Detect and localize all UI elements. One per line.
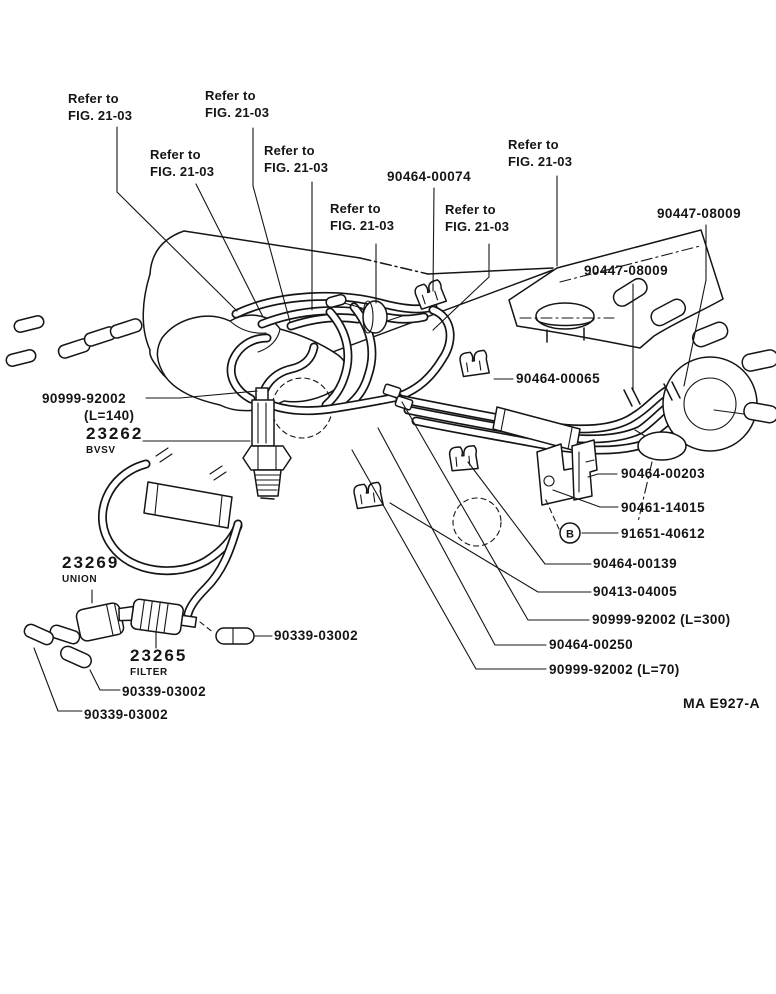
label-23269: 23269 [62, 553, 120, 572]
label-90464-00139: 90464-00139 [593, 556, 677, 571]
label-23262: 23262 [86, 424, 144, 443]
label-bvsv: BVSV [86, 445, 116, 456]
label-23265: 23265 [130, 646, 188, 665]
label-90464-00203: 90464-00203 [621, 466, 705, 481]
label-refer-fig-1: Refer to FIG. 21-03 [68, 91, 133, 123]
label-90339-03002-a: 90339-03002 [274, 628, 358, 643]
label-filter: FILTER [130, 667, 168, 678]
label-90339-03002-b: 90339-03002 [122, 684, 206, 699]
label-refer-fig-2: Refer to FIG. 21-03 [205, 88, 270, 120]
label-90339-03002-c: 90339-03002 [84, 707, 168, 722]
label-90464-00074: 90464-00074 [387, 169, 471, 184]
bracket-90461-14015 [537, 444, 577, 505]
clamp-90464-00065 [459, 350, 489, 377]
marker-b-circle [560, 523, 580, 543]
label-length-140: (L=140) [84, 408, 135, 423]
label-90999-92002-300: 90999-92002 (L=300) [592, 612, 731, 627]
label-90447-08009-a: 90447-08009 [657, 206, 741, 221]
label-90464-00250: 90464-00250 [549, 637, 633, 652]
label-90999-92002-70: 90999-92002 (L=70) [549, 662, 680, 677]
figure-code: MA E927-A [683, 695, 761, 711]
union-23269 [49, 602, 125, 646]
dashed-link [200, 622, 214, 633]
union-90339 [216, 628, 254, 644]
hose-bracket-box [144, 482, 232, 528]
valve-cover [509, 230, 723, 348]
cap-90339-a [22, 622, 55, 646]
label-90464-00065: 90464-00065 [516, 371, 600, 386]
cap-90339-b [59, 644, 94, 670]
clip-90464-00203 [572, 440, 597, 500]
label-refer-fig-5: Refer to FIG. 21-03 [508, 137, 573, 169]
label-90447-08009-b: 90447-08009 [584, 263, 668, 278]
label-90413-04005: 90413-04005 [593, 584, 677, 599]
label-91651-40612: 91651-40612 [621, 526, 705, 541]
manifold-runner [57, 317, 143, 359]
filter-23265 [116, 597, 197, 638]
marker-b-letter: B [566, 528, 574, 541]
hose-break-marks [156, 448, 226, 480]
label-90999-92002-140: 90999-92002 [42, 391, 126, 406]
label-refer-fig-4: Refer to FIG. 21-03 [264, 143, 329, 175]
label-refer-fig-6: Refer to FIG. 21-03 [330, 201, 395, 233]
label-90461-14015: 90461-14015 [621, 500, 705, 515]
clamp-90464-00139 [449, 446, 478, 471]
label-refer-fig-3: Refer to FIG. 21-03 [150, 147, 215, 179]
label-union: UNION [62, 574, 98, 585]
clamp-90413-04005 [353, 482, 383, 509]
label-refer-fig-7: Refer to FIG. 21-03 [445, 202, 510, 234]
